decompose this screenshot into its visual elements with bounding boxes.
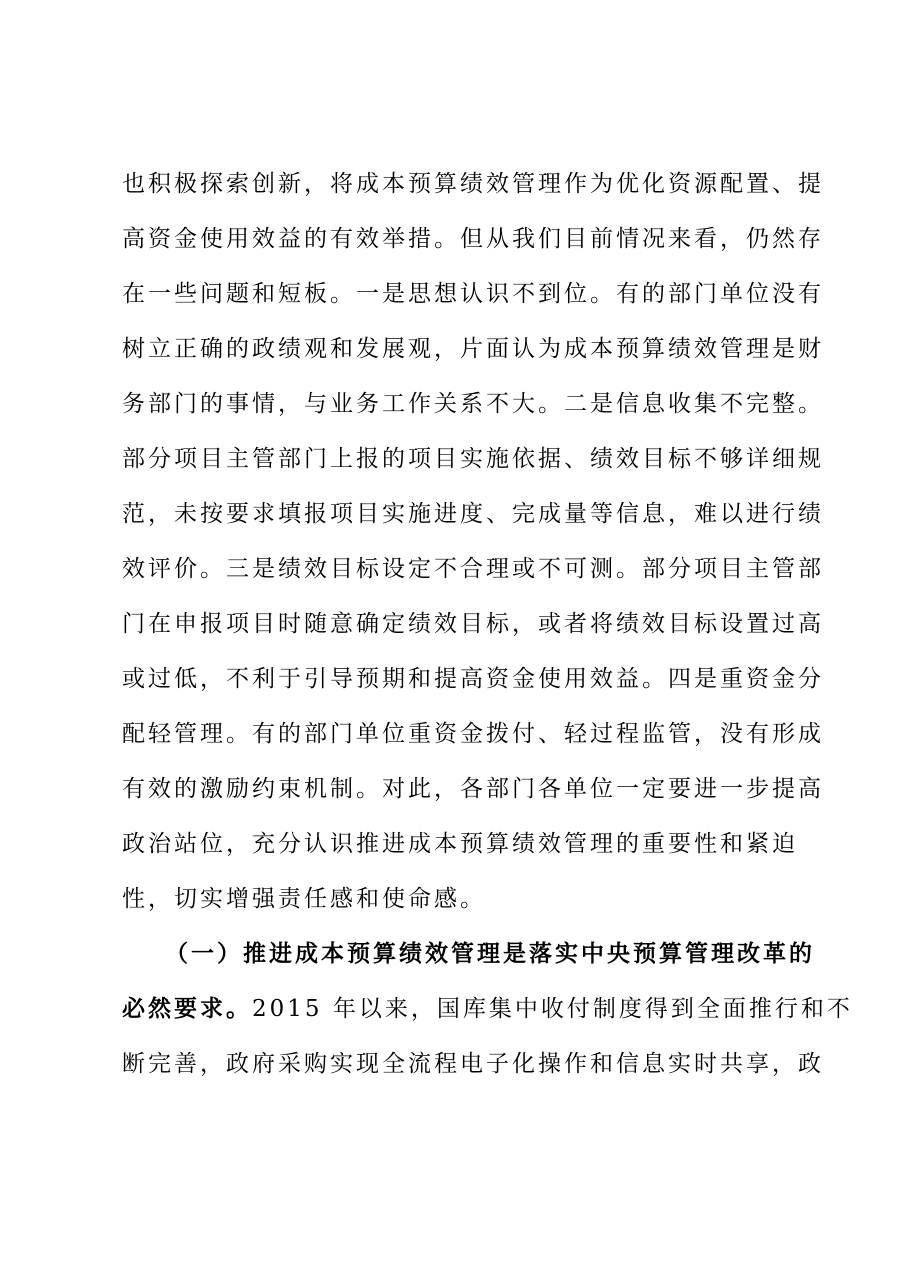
paragraph-line: 也积极探索创新，将成本预算绩效管理作为优化资源配置、提 xyxy=(122,171,824,197)
paragraph-line: 断完善，政府采购实现全流程电子化操作和信息实时共享，政 xyxy=(122,1051,824,1077)
paragraph-line: 配轻管理。有的部门单位重资金拨付、轻过程监管，没有形成 xyxy=(122,721,824,747)
section-heading: （一）推进成本预算绩效管理是落实中央预算管理改革的 xyxy=(165,940,815,967)
paragraph-line: 在一些问题和短板。一是思想认识不到位。有的部门单位没有 xyxy=(122,281,824,307)
paragraph-line: 效评价。三是绩效目标设定不合理或不可测。部分项目主管部 xyxy=(122,556,824,582)
paragraph-line: 有效的激励约束机制。对此，各部门各单位一定要进一步提高 xyxy=(122,776,824,802)
paragraph-line: 部分项目主管部门上报的项目实施依据、绩效目标不够详细规 xyxy=(122,446,824,472)
paragraph-line: 范，未按要求填报项目实施进度、完成量等信息，难以进行绩 xyxy=(122,501,824,527)
paragraph-line: 政治站位，充分认识推进成本预算绩效管理的重要性和紧迫 xyxy=(122,831,798,857)
paragraph-text: 2015 年以来，国库集中收付制度得到全面推行和不 xyxy=(252,996,853,1022)
paragraph-line: 性，切实增强责任感和使命感。 xyxy=(122,886,486,912)
paragraph-line: 务部门的事情，与业务工作关系不大。二是信息收集不完整。 xyxy=(122,391,824,417)
paragraph-line: 门在申报项目时随意确定绩效目标，或者将绩效目标设置过高 xyxy=(122,611,824,637)
section-heading-continuation: 必然要求。 xyxy=(122,995,252,1022)
paragraph-line: 高资金使用效益的有效举措。但从我们目前情况来看，仍然存 xyxy=(122,226,824,252)
paragraph-line: 树立正确的政绩观和发展观，片面认为成本预算绩效管理是财 xyxy=(122,336,824,362)
paragraph-line xyxy=(122,989,853,1029)
paragraph-line: 或过低，不利于引导预期和提高资金使用效益。四是重资金分 xyxy=(122,666,824,692)
